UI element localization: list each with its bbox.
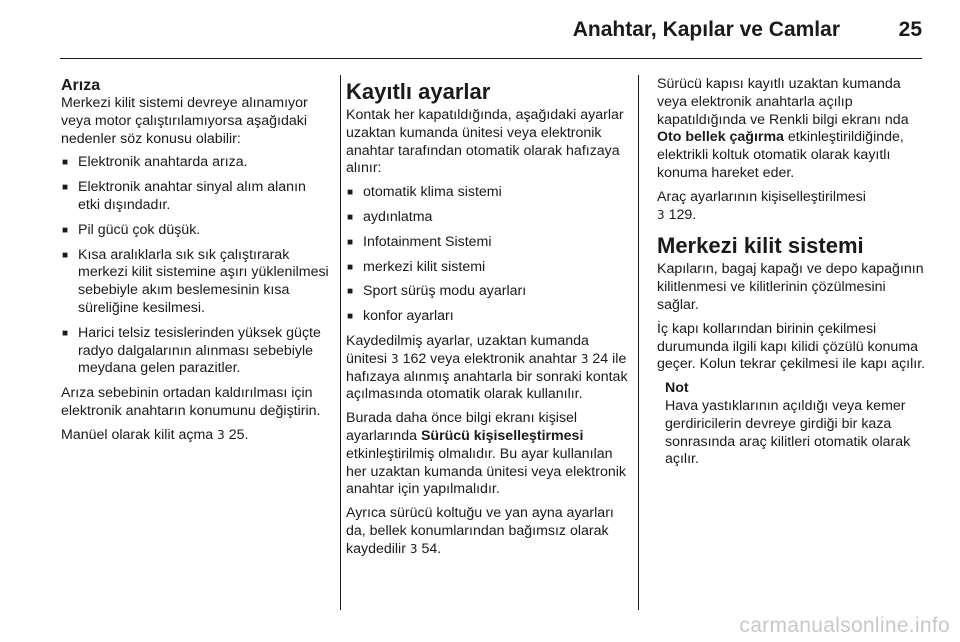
saved-settings-list xyxy=(346,184,628,326)
section-heading-merkezi-kilit: Merkezi kilit sistemi xyxy=(657,233,864,259)
paragraph-text: Manüel olarak kilit açma xyxy=(61,426,214,443)
section-heading-kayitli-ayarlar: Kayıtlı ayarlar xyxy=(346,79,491,104)
column-2 xyxy=(346,80,628,565)
page-reference-icon: 3 xyxy=(409,541,418,556)
list-item: ■ otomatik klima sistemi xyxy=(346,184,628,202)
paragraph: Kapıların, bagaj kapağı ve depo kapağının kilitlenmesi ve kilitlerinin çözülmesini sağlar. xyxy=(657,261,924,313)
header-title: Anahtar, Kapılar ve Camlar xyxy=(572,18,840,41)
page-reference-link[interactable]: 25. xyxy=(228,426,249,443)
page-reference-link[interactable]: 129. xyxy=(668,206,697,223)
column-1 xyxy=(61,76,331,451)
watermark: carmanualsonline.info xyxy=(739,614,950,637)
list-item: ■ Elektronik anahtar sinyal alım alanın etki dışındadır. xyxy=(61,179,331,215)
paragraph-manual-unlock xyxy=(61,427,331,445)
note-title: Not xyxy=(665,380,689,397)
paragraph-text: Burada daha önce bilgi ekranı kişisel ayarlarında xyxy=(346,410,578,444)
list-item: ■ aydınlatma xyxy=(346,209,628,227)
page-reference-icon: 3 xyxy=(217,427,225,442)
list-item: ■ Sport sürüş modu ayarları xyxy=(346,283,628,301)
list-item: ■ Harici telsiz tesislerinden yüksek güçte radyo dalgalarının alınması sebebiyle meydana gelen parazitler. xyxy=(61,325,331,378)
page-reference-link[interactable]: 54. xyxy=(421,540,442,557)
paragraph-text: Ayrıca sürücü koltuğu ve yan ayna ayarları da, bellek konumlarından bağımsız olarak kaydedilir xyxy=(346,505,614,557)
list-item: ■ Pil gücü çok düşük. xyxy=(61,222,331,240)
column-3 xyxy=(657,76,929,469)
page-reference-icon: 3 xyxy=(580,351,589,366)
menu-option-label: Sürücü kişiselleştirmesi xyxy=(420,427,584,444)
page-reference-icon: 3 xyxy=(657,207,665,222)
intro-paragraph: Kontak her kapatıldığında, aşağıdaki ayarlar uzaktan kumanda ünitesi veya elektronik anahtar tarafından otomatik olarak hafızaya alınır: xyxy=(346,107,624,177)
paragraph-vehicle-personalization xyxy=(657,189,929,225)
paragraph-text: Sürücü kapısı kayıtlı uzaktan kumanda veya elektronik anahtarla açılıp kapatıldığında ve Renkli bilgi ekranı nda xyxy=(657,76,909,128)
note-box xyxy=(657,380,929,469)
section-heading-ariza: Arıza xyxy=(61,77,101,94)
paragraph-text: etkinleştirildiğinde, elektrikli koltuk otomatik olarak kayıtlı konuma hareket eder. xyxy=(657,129,904,181)
paragraph-text: etkinleştirilmiş olmalıdır. Bu ayar kullanılan her uzaktan kumanda ünitesi veya elektronik anahtar için yapılmalıdır. xyxy=(346,445,626,498)
paragraph-text: Araç ayarlarının kişiselleştirilmesi xyxy=(657,188,866,205)
paragraph: İç kapı kollarından birinin çekilmesi durumunda ilgili kapı kilidi çözülü konuma geçer. Kolun tekrar çekilmesi ile kapı açılır. xyxy=(657,320,926,373)
paragraph-seat-mirror xyxy=(346,505,628,558)
page-reference-link[interactable]: 162 veya elektronik anahtar xyxy=(402,350,577,367)
list-item: ■ Kısa aralıklarla sık sık çalıştırarak merkezi kilit sistemine aşırı yüklenilmesi sebebiyle akım beslemesinin kısa süreliğine kesilmesi. xyxy=(61,247,331,318)
list-item: ■ merkezi kilit sistemi xyxy=(346,259,628,277)
paragraph-text: Kaydedilmiş ayarlar, uzaktan kumanda ünitesi xyxy=(346,332,589,367)
column-divider-2 xyxy=(638,75,639,610)
paragraph-seat-recall xyxy=(657,76,929,183)
page-reference-icon: 3 xyxy=(390,351,399,366)
list-item: ■ konfor ayarları xyxy=(346,308,628,326)
cause-list xyxy=(61,154,331,378)
intro-paragraph: Merkezi kilit sistemi devreye alınamıyor veya motor çalıştırılamıyorsa aşağıdaki nedenler söz konusu olabilir: xyxy=(61,95,308,147)
note-text: Hava yastıklarının açıldığı veya kemer gerdiricilerin devreye girdiği bir kaza sonrasında araç kilitleri otomatik olarak açılır. xyxy=(665,397,911,468)
column-divider-1 xyxy=(340,75,341,610)
list-item: ■ Elektronik anahtarda arıza. xyxy=(61,154,331,172)
page-reference-link[interactable]: 24 ile hafızaya alınmış anahtarla bir sonraki kontak açılmasında otomatik olarak kullanılır. xyxy=(346,350,628,403)
page-number: 25 xyxy=(898,18,922,41)
paragraph-personalization xyxy=(346,410,628,499)
header-rule xyxy=(60,58,922,59)
paragraph-saved-settings xyxy=(346,333,628,404)
menu-option-label: Oto bellek çağırma xyxy=(657,129,784,146)
list-item: ■ Infotainment Sistemi xyxy=(346,234,628,252)
paragraph: Arıza sebebinin ortadan kaldırılması için elektronik anahtarın konumunu değiştirin. xyxy=(61,385,321,419)
